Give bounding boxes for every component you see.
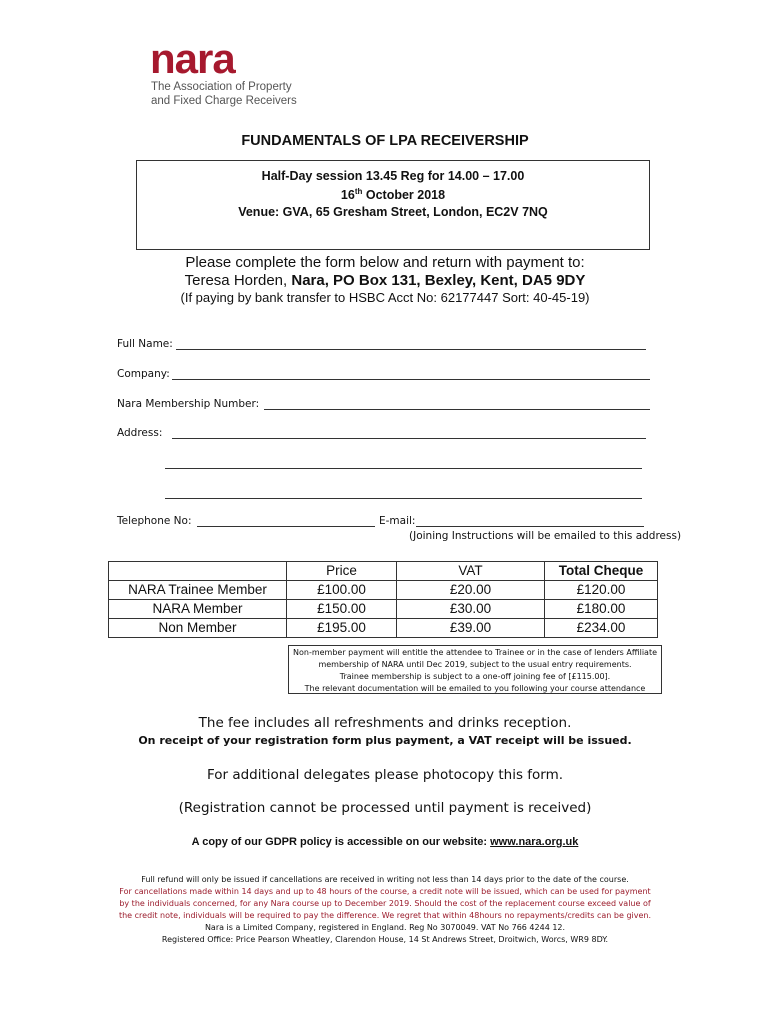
table-cell: Non Member	[109, 619, 287, 638]
table-cell: NARA Trainee Member	[109, 581, 287, 600]
table-header-price: Price	[287, 562, 397, 581]
tagline-line-2: and Fixed Charge Receivers	[151, 95, 297, 107]
company-field[interactable]	[172, 379, 650, 380]
note-line-1: Non-member payment will entitle the attendee to Trainee or in the case of lenders Affiliate	[293, 648, 657, 657]
fee-statement: The fee includes all refreshments and drinks reception.	[198, 715, 572, 731]
session-date	[136, 187, 650, 202]
table-cell: NARA Member	[109, 600, 287, 619]
email-field[interactable]	[416, 526, 644, 527]
session-venue: Venue: GVA, 65 Gresham Street, London, EC2V 7NQ	[238, 205, 548, 219]
refund-policy: Full refund will only be issued if cancellations are received in writing not less than 14 days prior to the date of the course.	[141, 875, 629, 884]
price-table	[108, 561, 658, 638]
table-cell: £20.00	[397, 581, 545, 600]
membership-number-label: Nara Membership Number:	[117, 398, 260, 410]
membership-number-field[interactable]	[264, 409, 650, 410]
company-registration: Nara is a Limited Company, registered in England. Reg No 3070049. VAT No 766 4244 12.	[204, 923, 566, 932]
date-suffix: th	[354, 187, 363, 196]
table-cell: £100.00	[287, 581, 397, 600]
table-cell: £120.00	[545, 581, 658, 600]
receipt-statement: On receipt of your registration form plus payment, a VAT receipt will be issued.	[138, 734, 632, 747]
table-header-row	[109, 562, 658, 581]
telephone-label: Telephone No:	[117, 515, 192, 527]
address-field-line-3[interactable]	[165, 498, 642, 499]
table-header-blank	[109, 562, 287, 581]
note-line-3: Trainee membership is subject to a one-off joining fee of [£115.00].	[339, 672, 611, 681]
table-cell: £39.00	[397, 619, 545, 638]
gdpr-statement	[0, 836, 770, 848]
table-cell: £30.00	[397, 600, 545, 619]
date-rest: October 2018	[362, 188, 446, 203]
tagline-line-1: The Association of Property	[151, 81, 292, 93]
logo-tagline	[151, 80, 297, 108]
gdpr-text: A copy of our GDPR policy is accessible on our website:	[191, 836, 491, 848]
address-field-line-2[interactable]	[165, 468, 642, 469]
full-name-field[interactable]	[176, 349, 646, 350]
page-title: FUNDAMENTALS OF LPA RECEIVERSHIP	[241, 133, 529, 149]
table-cell: £150.00	[287, 600, 397, 619]
table-cell: £234.00	[545, 619, 658, 638]
contact-address: Nara, PO Box 131, Bexley, Kent, DA5 9DY	[291, 272, 586, 289]
cancellation-policy-3: the credit note, individuals will be required to pay the difference. We regret that within 48hours no repayments/credits can be given.	[118, 911, 652, 920]
instruction-line-1: Please complete the form below and return with payment to:	[185, 254, 585, 271]
table-cell: £195.00	[287, 619, 397, 638]
full-name-label: Full Name:	[117, 338, 173, 350]
session-time: Half-Day session 13.45 Reg for 14.00 – 17.00	[261, 169, 525, 183]
address-label: Address:	[117, 427, 163, 439]
note-line-4: The relevant documentation will be emailed to you following your course attendance	[304, 684, 646, 693]
bank-transfer-note: (If paying by bank transfer to HSBC Acct No: 62177447 Sort: 40-45-19)	[180, 290, 590, 305]
address-field-line-1[interactable]	[172, 438, 646, 439]
contact-name: Teresa Horden,	[184, 272, 292, 289]
table-header-total: Total Cheque	[545, 562, 658, 581]
email-note: (Joining Instructions will be emailed to this address)	[409, 530, 682, 542]
registration-statement: (Registration cannot be processed until payment is received)	[178, 800, 592, 816]
date-day: 16	[340, 188, 355, 203]
company-label: Company:	[117, 368, 170, 380]
table-row	[109, 619, 658, 638]
website-link[interactable]: www.nara.org.uk	[490, 836, 579, 848]
cancellation-policy-1: For cancellations made within 14 days and up to 48 hours of the course, a credit note will be issued, which can be used for payment	[119, 887, 651, 896]
table-row	[109, 600, 658, 619]
table-cell: £180.00	[545, 600, 658, 619]
telephone-field[interactable]	[197, 526, 375, 527]
table-row	[109, 581, 658, 600]
cancellation-policy-2: by the individuals concerned, for any Nara course up to December 2019. Should the cost of the replacement course exceed value of	[119, 899, 651, 908]
registered-office: Registered Office: Price Pearson Wheatley, Clarendon House, 14 St Andrews Street, Droitwich, Worcs, WR9 8DY.	[161, 935, 609, 944]
email-label: E-mail:	[379, 515, 416, 527]
note-line-2: membership of NARA until Dec 2019, subject to the usual entry requirements.	[318, 660, 632, 669]
nara-logo: nara	[150, 35, 235, 82]
table-header-vat: VAT	[397, 562, 545, 581]
delegates-statement: For additional delegates please photocopy this form.	[206, 767, 564, 783]
instruction-line-2	[0, 272, 770, 289]
